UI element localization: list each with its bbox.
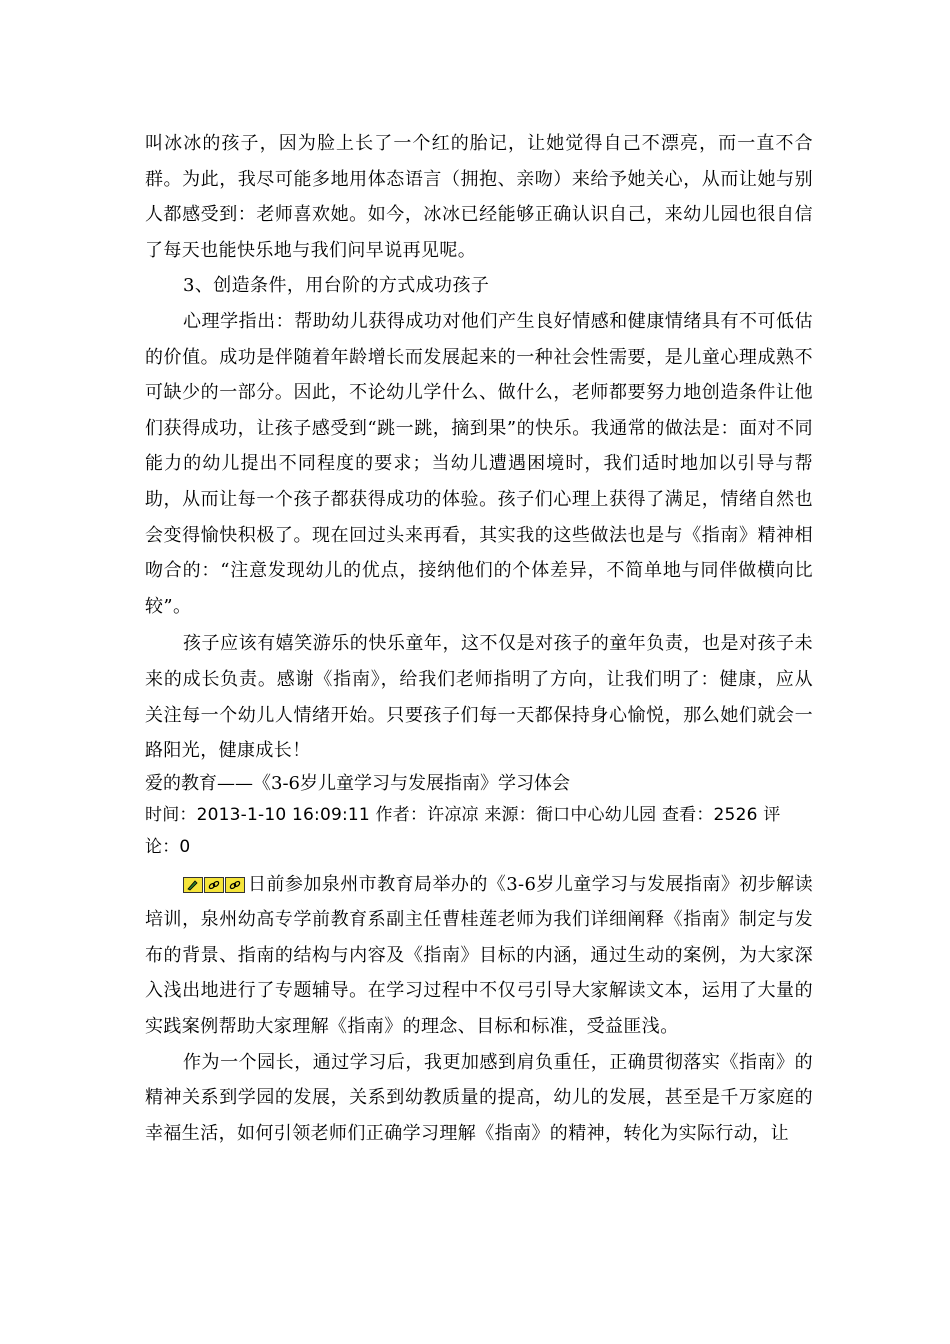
link-icon[interactable] bbox=[225, 877, 245, 893]
pencil-icon[interactable] bbox=[183, 877, 203, 893]
paragraph-1: 叫冰冰的孩子，因为脸上长了一个红的胎记，让她觉得自己不漂亮，而一直不合群。为此，我尽可能多地用体态语言（拥抱、亲吻）来给予她关心，从而让她与别人都感受到：老师喜欢她。如今，冰冰已经能够正确认识自己，来幼儿园也很自信了每天也能快乐地与我们问早说再见呢。 bbox=[145, 133, 813, 261]
paragraph-5 bbox=[145, 867, 813, 1045]
paragraph-6: 作为一个园长，通过学习后，我更加感到肩负重任，正确贯彻落实《指南》的精神关系到学园的发展，关系到幼教质量的提高，幼儿的发展，甚至是千万家庭的幸福生活，如何引领老师们正确学习理解《指南》的精神，转化为实际行动，让 bbox=[145, 1051, 813, 1144]
article-title: 爱的教育——《3-6岁儿童学习与发展指南》学习体会 bbox=[145, 772, 570, 794]
toolbar-icons bbox=[183, 870, 246, 888]
document-page bbox=[145, 126, 813, 1151]
link-icon[interactable] bbox=[204, 877, 224, 893]
paragraph-4: 孩子应该有嬉笑游乐的快乐童年，这不仅是对孩子的童年负责，也是对孩子未来的成长负责。感谢《指南》，给我们老师指明了方向，让我们明了：健康，应从关注每一个幼儿人情绪开始。只要孩子们每一天都保持身心愉悦，那么她们就会一路阳光，健康成长！ bbox=[145, 633, 813, 762]
paragraph-5-text: 日前参加泉州市教育局举办的《3-6岁儿童学习与发展指南》初步解读培训，泉州幼高专学前教育系副主任曹桂莲老师为我们详细阐释《指南》制定与发布的背景、指南的结构与内容及《指南》目标的内涵，通过生动的案例，为大家深入浅出地进行了专题辅导。在学习过程中不仅弓引导大家解读文本，运用了大量的实践案例帮助大家理解《指南》的理念、目标和标准，受益匪浅。 bbox=[145, 873, 813, 1038]
paragraph-3: 心理学指出：帮助幼儿获得成功对他们产生良好情感和健康情绪具有不可低估的价值。成功是伴随着年龄增长而发展起来的一种社会性需要，是儿童心理成熟不可缺少的一部分。因此，不论幼儿学什么、做什么，老师都要努力地创造条件让他们获得成功，让孩子感受到“跳一跳，摘到果”的快乐。我通常的做法是：面对不同能力的幼儿提出不同程度的要求；当幼儿遭遇困境时，我们适时地加以引导与帮助，从而让每一个孩子都获得成功的体验。孩子们心理上获得了满足，情绪自然也会变得愉快积极了。现在回过头来再看，其实我的这些做法也是与《指南》精神相吻合的：“注意发现幼儿的优点，接纳他们的个体差异，不简单地与同伴做横向比较”。 bbox=[145, 310, 813, 617]
section-heading: 3、创造条件，用台阶的方式成功孩子 bbox=[183, 275, 490, 297]
article-meta: 时间：2013-1-10 16:09:11 作者：许凉凉 来源：衙口中心幼儿园 查看：2526 评论：0 bbox=[145, 804, 781, 857]
